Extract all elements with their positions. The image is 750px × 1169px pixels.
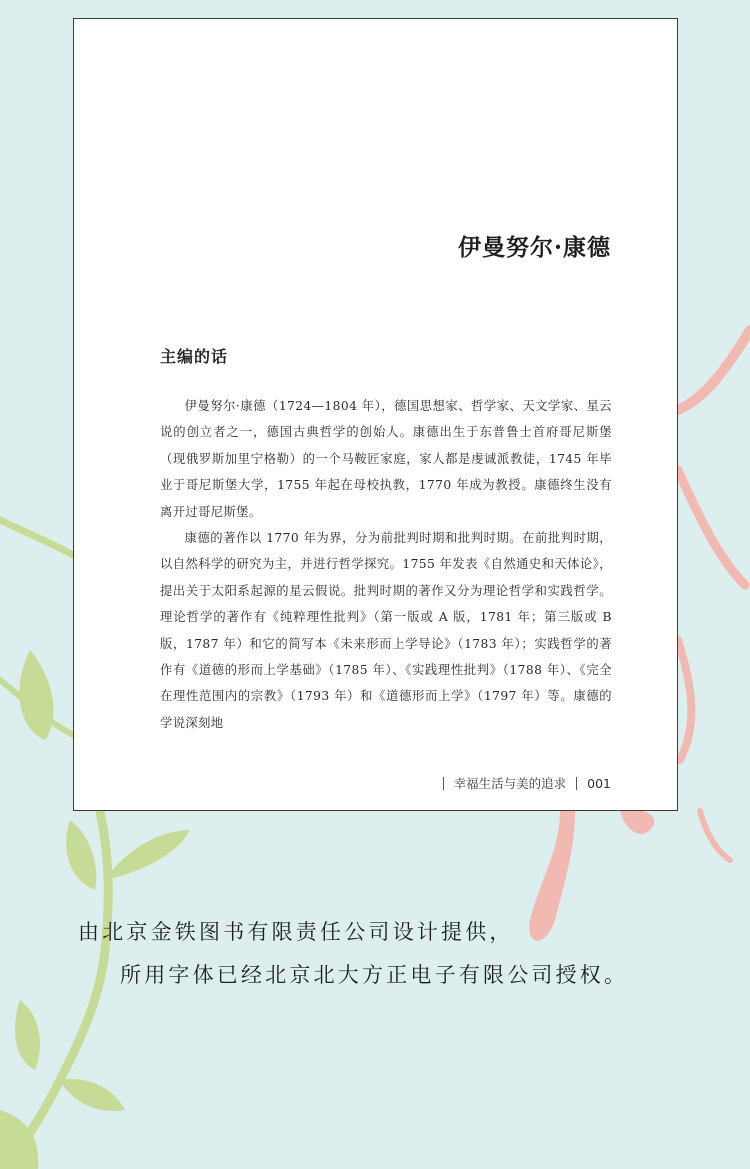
book-page — [73, 18, 678, 811]
footer-separator — [443, 777, 444, 790]
paragraph-2: 康德的著作以 1770 年为界，分为前批判时期和批判时期。在前批判时期，以自然科学的研究为主，并进行哲学探究。1755 年发表《自然通史和天体论》，提出关于太阳系起源的星云假说。批判时期的著作又分为理论哲学和实践哲学。理论哲学的著作有《纯粹理性批判》（第一版或 A 版，1781 年；第三版或 B 版，1787 年）和它的简写本《未来形而上学导论》（1783 年）；实践哲学的著作有《道德的形而上学基础》（1785 年）、《实践理性批判》（1788 年）、《完全在理性范围内的宗教》（1793 年）和《道德形而上学》（1797 年）等。康德的学说深刻地 — [160, 531, 612, 730]
credit-line-2: 所用字体已经北京北大方正电子有限公司授权。 — [120, 963, 629, 987]
body-text — [160, 393, 612, 736]
page-footer — [443, 774, 611, 792]
paragraph-1: 伊曼努尔·康德（1724—1804 年），德国思想家、哲学家、天文学家、星云说的创立者之一，德国古典哲学的创始人。康德出生于东普鲁士首府哥尼斯堡（现俄罗斯加里宁格勒）的一个马鞍匠家庭，家人都是虔诚派教徒，1745 年毕业于哥尼斯堡大学，1755 年起在母校执教，1770 年成为教授。康德终生没有离开过哥尼斯堡。 — [160, 399, 612, 519]
footer-separator — [576, 777, 577, 790]
page-number: 001 — [587, 775, 611, 791]
credit-line-1: 由北京金铁图书有限责任公司设计提供， — [78, 920, 514, 944]
footer-book-title: 幸福生活与美的追求 — [453, 776, 567, 791]
section-heading: 主编的话 — [160, 347, 229, 366]
chapter-title: 伊曼努尔·康德 — [457, 234, 611, 261]
